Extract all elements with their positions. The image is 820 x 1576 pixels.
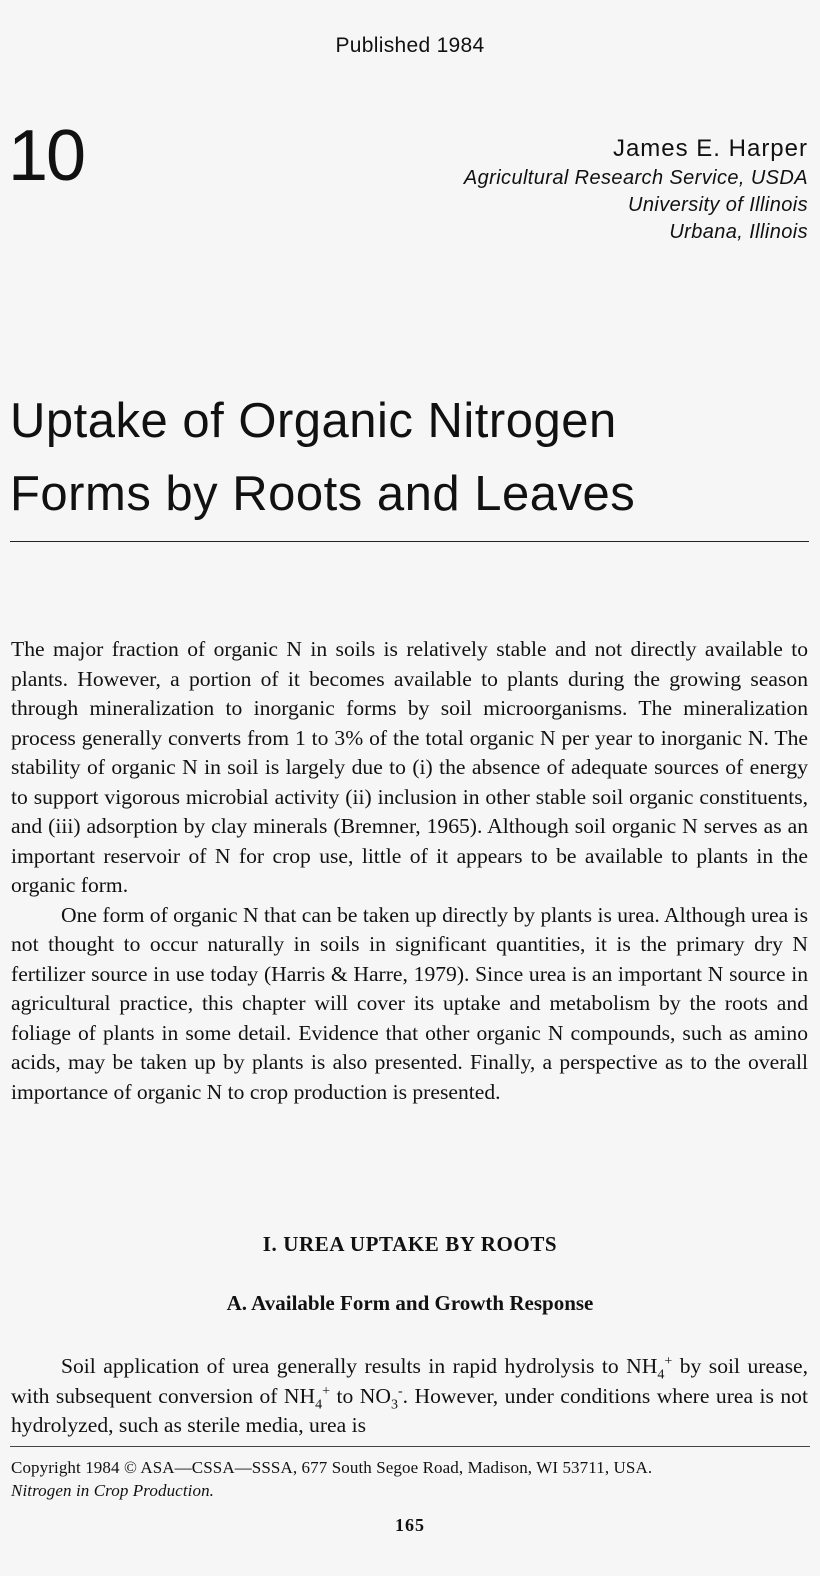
title-divider	[10, 541, 809, 542]
copyright-text: Copyright 1984 © ASA—CSSA—SSSA, 677 South Segoe Road, Madison, WI 53711, USA.	[11, 1458, 653, 1477]
published-date: Published 1984	[335, 34, 485, 57]
body-paragraph: Soil application of urea generally results in rapid hydrolysis to $NH_4^+$ by soil urease, with subsequent conversion of $NH_4^+$ to $NO_3^-$. However, under conditions where urea is not hydrolyzed, such as sterile media, urea is	[11, 1352, 808, 1437]
affiliation-line: Urbana, Illinois	[669, 221, 808, 243]
book-title: Nitrogen in Crop Production.	[11, 1481, 215, 1500]
copyright-notice	[11, 1456, 808, 1502]
body-paragraph: One form of organic N that can be taken up directly by plants is urea. Although urea is not thought to occur naturally in soils in significant quantities, it is the primary dry N fertilizer source in use today (Harris & Harre, 1979). Since urea is an important N source in agricultural practice, this chapter will cover its uptake and metabolism by the roots and foliage of plants in some detail. Evidence that other organic N compounds, such as amino acids, may be taken up by plants is also presented. Finally, a perspective as to the overall importance of organic N to crop production is presented.	[11, 902, 808, 1104]
author-block	[464, 133, 808, 246]
subsection-heading: A. Available Form and Growth Response	[226, 1291, 594, 1315]
section-text	[11, 1352, 808, 1441]
affiliation-line: University of Illinois	[628, 194, 808, 216]
chapter-title-line: Forms by Roots and Leaves	[10, 467, 636, 521]
chapter-title	[10, 385, 810, 531]
intro-text	[11, 635, 808, 1107]
body-paragraph: The major fraction of organic N in soils is relatively stable and not directly available to plants. However, a portion of it becomes available to plants during the growing season through mineralization to inorganic forms by soil microorganisms. The mineralization process generally converts from 1 to 3% of the total organic N per year to inorganic N. The stability of organic N in soil is largely due to (i) the absence of adequate sources of energy to support vigorous microbial activity (ii) inclusion in other stable soil organic constituents, and (iii) adsorption by clay minerals (Bremner, 1965). Although soil organic N serves as an important reservoir of N for crop use, little of it appears to be available to plants in the organic form.	[11, 637, 808, 897]
section-heading: I. UREA UPTAKE BY ROOTS	[262, 1232, 558, 1256]
author-name: James E. Harper	[612, 135, 808, 162]
page-number: 165	[395, 1515, 425, 1535]
chapter-number: 10	[8, 116, 85, 196]
chapter-title-line: Uptake of Organic Nitrogen	[10, 394, 617, 448]
affiliation-line: Agricultural Research Service, USDA	[463, 167, 808, 189]
footer-divider	[10, 1446, 810, 1447]
